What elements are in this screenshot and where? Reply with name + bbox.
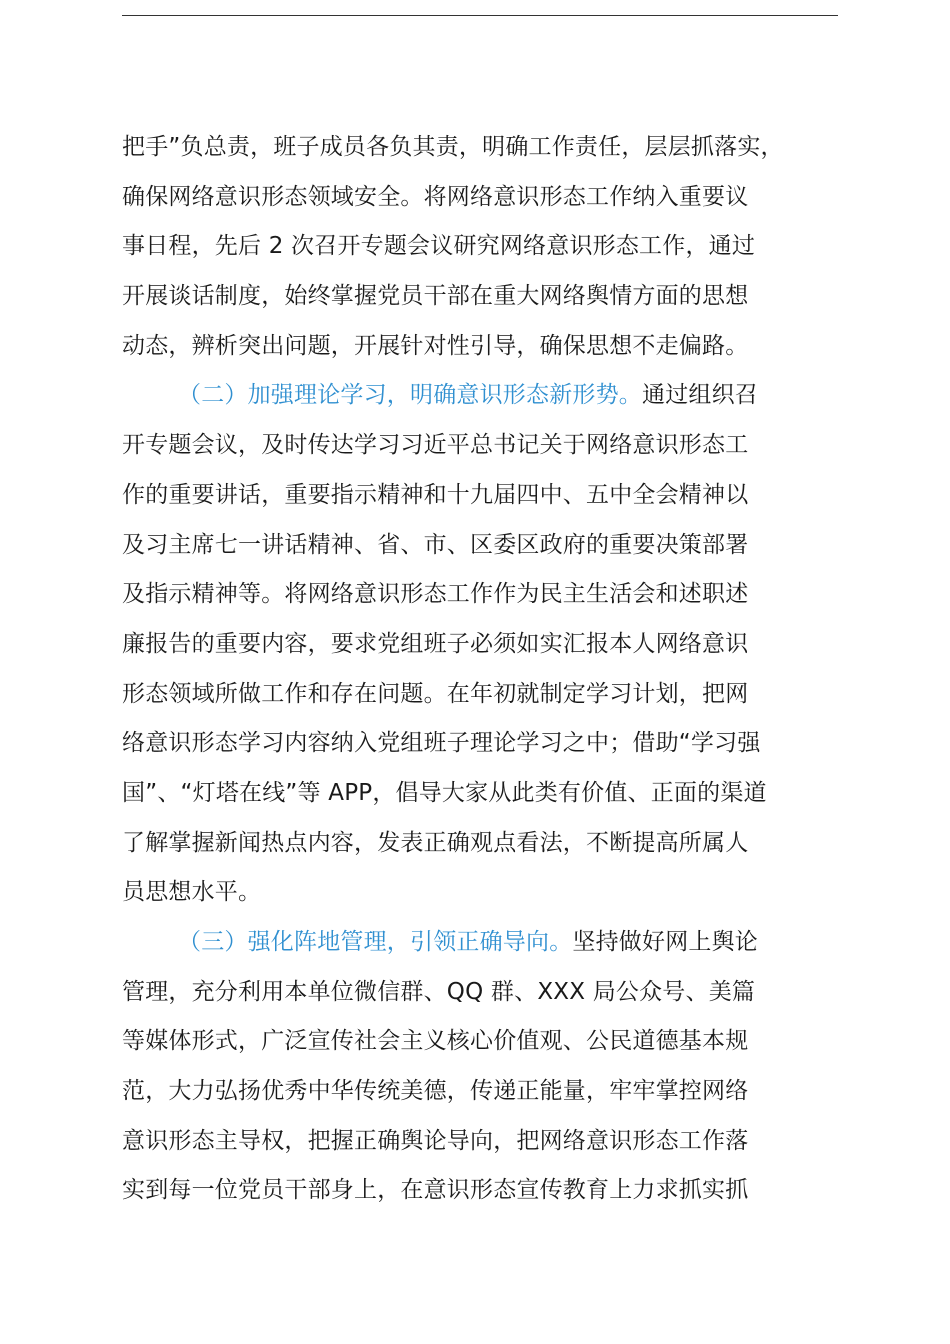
paragraph-line: 把手”负总责，班子成员各负其责，明确工作责任，层层抓落实， xyxy=(122,134,784,160)
paragraph-line: 络意识形态学习内容纳入党组班子理论学习之中；借助“学习强 xyxy=(122,730,761,757)
paragraph-line: 及习主席七一讲话精神、省、市、区委区政府的重要决策部署 xyxy=(122,531,749,558)
paragraph-line: 及指示精神等。将网络意识形态工作作为民主生活会和述职述 xyxy=(122,581,749,608)
paragraph-line: 事日程，先后 2 次召开专题会议研究网络意识形态工作，通过 xyxy=(122,233,756,260)
paragraph-line: 范，大力弘扬优秀中华传统美德，传递正能量，牢牢掌控网络 xyxy=(122,1078,749,1105)
header-rule xyxy=(122,15,838,16)
section-three-heading: （三）强化阵地管理，引领正确导向。 xyxy=(178,929,573,955)
paragraph-line: 廉报告的重要内容，要求党组班子必须如实汇报本人网络意识 xyxy=(122,630,749,657)
paragraph-line: 开专题会议，及时传达学习习近平总书记关于网络意识形态工 xyxy=(122,432,749,459)
paragraph-line: 国”、“灯塔在线”等 APP，倡导大家从此类有价值、正面的渠道 xyxy=(122,779,767,806)
paragraph-line: 形态领域所做工作和存在问题。在年初就制定学习计划，把网 xyxy=(122,680,749,707)
section-three-first-line xyxy=(122,918,852,968)
paragraph-line: 动态，辨析突出问题，开展针对性引导，确保思想不走偏路。 xyxy=(122,332,749,359)
paragraph-line: 确保网络意识形态领域安全。将网络意识形态工作纳入重要议 xyxy=(122,183,749,210)
paragraph-line: 员思想水平。 xyxy=(122,879,262,906)
paragraph-line: 作的重要讲话，重要指示精神和十九届四中、五中全会精神以 xyxy=(122,481,749,508)
paragraph-line: 等媒体形式，广泛宣传社会主义核心价值观、公民道德基本规 xyxy=(122,1028,749,1055)
section-two-lead-text: 通过组织召 xyxy=(642,382,758,409)
paragraph-line: 意识形态主导权，把握正确舆论导向，把网络意识形态工作落 xyxy=(122,1127,749,1154)
paragraph-line: 开展谈话制度，始终掌握党员干部在重大网络舆情方面的思想 xyxy=(122,283,749,310)
section-three-lead-text: 坚持做好网上舆论 xyxy=(572,929,759,955)
paragraph-line: 实到每一位党员干部身上，在意识形态宣传教育上力求抓实抓 xyxy=(122,1177,749,1204)
section-two-heading: （二）加强理论学习，明确意识形态新形势。 xyxy=(178,382,642,409)
paragraph-line: 了解掌握新闻热点内容，发表正确观点看法，不断提高所属人 xyxy=(122,829,749,856)
section-two-first-line xyxy=(122,371,852,421)
paragraph-line: 管理，充分利用本单位微信群、QQ 群、XXX 局公众号、美篇 xyxy=(122,978,756,1005)
document-body xyxy=(122,123,852,1216)
